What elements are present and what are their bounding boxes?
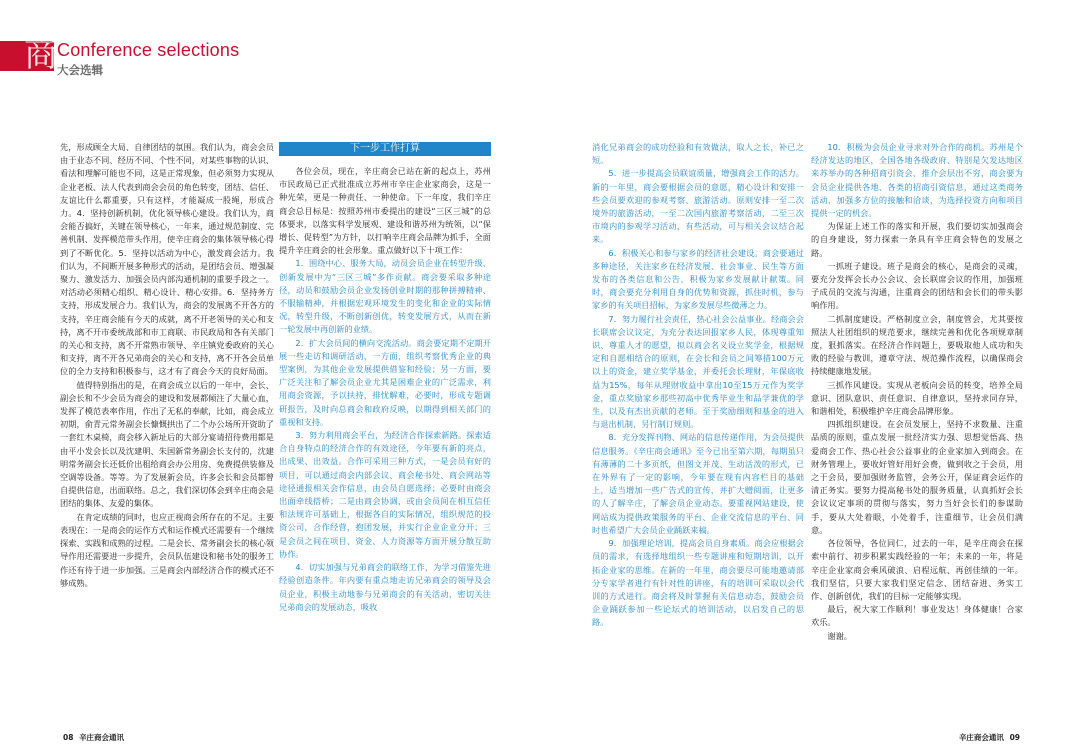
paragraph: 最后，祝大家工作顺利！事业发达！身体健康！合家欢乐。 [811, 604, 1023, 628]
paragraph: 各位领导，各位同仁，过去的一年，是辛庄商会在探索中前行、初步积累实践经验的一年；未来的一年，将是辛庄企业家商会乘风破浪、启程远航、再创佳绩的一年。我们坚信，只要大家我们坚定信念、团结奋进、务实工作、创新创优，我们的目标一定能够实现。 [811, 538, 1023, 601]
publication-name: 辛庄商会通讯 [958, 733, 1004, 742]
paragraph: 各位会员，现在，辛庄商会已站在新的起点上，苏州市民政局已正式批准成立苏州市辛庄企业家商会，这是一种光荣，更是一种责任、一种使命。下一年度，我们辛庄商会总目标是：按照苏州市委提出的建设“三区三城”的总体要求，以落实科学发展观、建设和谐苏州为统领，以“保增长、促转型”为方针，以打响辛庄商会品牌为抓手，全面提升辛庄商会的社会形象。重点做好以下十项工作： [279, 166, 491, 256]
footer-right [959, 732, 1023, 743]
paragraph: 7．努力履行社会责任，热心社会公益事业。经商会会长联席会议议定，为充分表达回报家乡人民，体现尊重知识、尊重人才的愿望，拟以商会名义设立奖学金，根据规定和自愿相结合的原则，在会长和会员之间筹措100万元以上的资金，建立奖学基金，并委托会长理财，年保底收益为15%，每年从理财收益中拿出10至15万元作为奖学金，重点奖励家乡那些初高中优秀毕业生和品学兼优的学生，以及有杰出贡献的老师。至于奖励细则和基金的进入与退出机制，另行制订规则。 [592, 313, 804, 430]
section-color-block [0, 35, 58, 75]
paragraph: 在肯定成绩的同时，也应正视商会所存在的不足。主要表现在：一是商会的运作方式和运作模式还需要有一个继续探索、实践和成熟的过程。二是会长、常务副会长的核心领导作用还需要进一步提升，会员队伍建设和秘书处的服务工作还有待于进一步加强。三是商会内部经济合作的模式还不够成熟。 [60, 511, 274, 588]
paragraph: 消化兄弟商会的成功经验和有效做法，取人之长，补已之短。 [592, 142, 804, 166]
paragraph: 一抓班子建设。班子是商会的核心，是商会的灵魂，要充分发挥会长办公会议、会长联席会议的作用，加强班子成员的交流与沟通，注重商会的团结和会长们的带头影响作用。 [811, 260, 1023, 311]
paragraph: 二抓制度建设。严格制度立会，制度管会，尤其要按照法人社团组织的规范要求，继续完善和优化各项规章制度，狠抓落实。在经济合作问题上，要吸取他人成功和失败的经验与教训，遵章守法、规范操作流程，以确保商会持续健康地发展。 [811, 313, 1023, 377]
paragraph: 为保证上述工作的落实和开展，我们要切实加强商会的自身建设，努力探索一条具有辛庄商会特色的发展之路。 [811, 221, 1023, 258]
section-logo-glyph: 商 [24, 35, 58, 75]
paragraph: 三抓作风建设。实现从老板向会员的转变，培养全局意识、团队意识、责任意识、自律意识，坚持求同存异，和谐相处，积极维护辛庄商会品牌形象。 [811, 379, 1023, 417]
paragraph: 5．进一步提高会员联谊质量，增强商会工作的活力。新的一年里，商会要根据会员的意愿，精心设计和安排一些会员要欢迎的参观考察、旅游活动。原则安排一至二次境外的旅游活动，一至二次国内旅游考察活动，二至三次市境内的参观学习活动，有些活动，可与相关会议结合起来。 [592, 168, 804, 245]
paragraph: 谢谢。 [827, 630, 852, 641]
paragraph: 4．切实加强与兄弟商会的联络工作，为学习借鉴先进经验创造条件。年内要有重点地走访兄弟商会的领导及会员企业，积极主动地参与兄弟商会的有关活动，密切关注兄弟商会的发展动态，吸收 [279, 562, 491, 612]
paragraph: 10．积极为会员企业寻求对外合作的商机。苏州是个经济发达的地区，全国各地各级政府、特别是欠发达地区来苏举办的各种招商引资会、推介会层出不穷，商会要为会员企业提供各地、各类的招商引资信息，通过这类商务活动，加强多方位的接触和洽谈，为选择投资方向和项目提供一定的机会。 [811, 142, 1023, 219]
section-banner: 下一步工作打算 [279, 142, 491, 156]
page-number: 08 [63, 733, 74, 742]
publication-name: 辛庄商会通讯 [79, 733, 125, 742]
section-title-cn: 大会选辑 [57, 63, 103, 77]
paragraph: 3．努力利用商会平台，为经济合作探索新路。探索适合自身特点的经济合作的有效途径，今年要有新的亮点，出成果、出效益。合作可采用三种方式，一是会员有好的项目，可以通过商会内部会议、商会秘书处、商会网站等途径通报相关会作信息，由会员自愿选择；必要时由商会出面牵线搭桥；二是由商会协调，或由会员间在相互信任和法规许可基础上，根据各自的实际情况，组织规范的投资公司，合作经营，抱团发展，并实行企业企业分开；三是会员之间在项目、资金、人力资源等方面开展分散互助协作。 [279, 430, 491, 559]
paragraph: 6．积极关心和参与家乡的经济社会建设。商会要通过多种途径，关注家乡在经济发展、社会事业、民生等方面发布的各类信息和公告，积极为家乡发展献计献策。同时，商会要充分利用自身的优势和资源，抓住时机，参与家乡的有关项目招标，为家乡发展尽些微薄之力。 [592, 247, 804, 311]
paragraph: 值得特别指出的是，在商会成立以后的一年中，会长、副会长和不少会员为商会的建设和发展都倾注了大量心血，发挥了模范表率作用，作出了无私的奉献，比如，商会成立初期，俞青元常务副会长慷慨拱出了二个办公场所开资助了一套红木桌椅，商会移入新址后的大部分宴请招待费用都是由平小发会长以及沈建明、朱国新常务副会长支付的，沈建明常务副会长还低价出租给商会办公用房、免费提供装修及空调等设备。等等。为了发展新会员，许多会长和会员都曾自提供信息，出面联络。总之，我们深切体会到辛庄商会是团结的集体、友爱的集体。 [60, 379, 274, 509]
column-2 [279, 165, 491, 614]
section-title-en: Conference selections [57, 40, 240, 60]
paragraph: 8．充分发挥刊物、网站的信息传递作用，为会员提供信息服务。《辛庄商会通讯》至今已出至第六期，每期虽只有薄薄的二十多页纸，但图文并茂、生动活泼的形式，已在外界有了一定的影响，今年要在现有内容栏目的基础上，适当增加一些广告式的宣传，并扩大赠阅面，让更多的人了解辛庄，了解会员企业动态。要重视网站建设，使网站成为提供政策服务的平台、企业交流信息的平台、同时也希望广大会员企业踊跃来稿。 [592, 432, 804, 535]
column-3 [592, 141, 804, 630]
paragraph: 9．加强理论培训，提高会员自身素质。商会应根据会员的需求，有选择地组织一些专题讲座和短期培训，以开拓企业家的思维。在新的一年里，商会要尽可能地邀请部分专家学者进行有针对性的讲座，有的培训可采取以会代训的方式进行。商会将及时掌握有关信息动态，鼓励会员企业踊跃参加一些论坛式的培训活动，以启发自己的思路。 [592, 538, 804, 628]
page-number: 09 [1009, 733, 1020, 742]
paragraph: 2．扩大会员间的横向交流活动。商会要定期不定期开展一些走访和调研活动，一方面，组织考察优秀企业的典型案例，为其他企业发展提供借鉴和经验；另一方面，要广泛关注和了解会员企业尤其是困难企业的广泛需求，利用商会资源，予以扶持，排忧解难，必要时，形成专题调研报告，及时向总商会和政府反映，以期得到相关部门的重视和支持。 [279, 337, 491, 427]
footer-left [60, 732, 124, 743]
paragraph: 先，形成顾全大局、自律团结的氛围。我们认为，商会会员由于业态不同、经历不同、个性不同，对某些事物的认识、看法和理解可能也不同，这是正常现象，但必须努力实现从企业老板、法人代表到商会会员的角色转变，团结、信任、友谊比什么都重要，只有这样，才能凝成一股绳，形成合力。4．坚持创新机制，优化领导核心建设。我们认为，商会能否搞好，关键在领导核心，一年来，通过规范制度、完善机制、发挥模范带头作用，使辛庄商会的集体领导核心得到了不断优化。5．坚持以活动为中心，激发商会活力。我们认为，不间断开展多种形式的活动，是团结会员、增强凝聚力、激发活力、加强会员内部沟通机制的重要手段之一。对活动必须精心组织、精心设计、精心安排。6．坚持务方支持，形成发展合力。我们认为，商会的发展离不开各方的支持，辛庄商会能有今天的成就，离不开老领导的关心和支持，离不开市委统战部和市工商联、市民政局和各有关部门的关心和支持，离不开常熟市领导、辛庄镇党委政府的关心和支持，离不开各兄弟商会的关心和支持，离不开各会员单位的全力支持和积极参与，这才有了商会今天的良好局面。 [60, 142, 274, 377]
paragraph: 1．围绕中心、服务大局，动员会员企业在转型升级、创新发展中为“三区三城”多作贡献。商会要采取多种途径，动员和鼓励会员企业发扬创业时期的那种拼搏精神、不服输精神，并根据宏观环境发生的变化和企业的实际情况，转型升级，不断创新创优，转变发展方式，从而在新一轮发展中再创新的业绩。 [279, 258, 491, 335]
column-4 [811, 141, 1023, 643]
paragraph: 四抓组织建设。在会员发展上，坚持不求数量、注重品质的原则，重点发展一批经济实力强、思想觉悟高、热爱商会工作、热心社会公益事业的企业家加入到商会。在财务管理上，要收好管好用好会费，做到收之于会员，用之于会员，要加强财务监管，会务公开，保证商会运作的清正务实。要努力提高秘书处的服务质量，认真抓好会长会议议定事项的贯彻与落实，努力当好会长们的参谋助手，要从大处着眼，小处着手，注重细节，让会员们满意。 [811, 419, 1023, 535]
column-1 [60, 141, 274, 590]
